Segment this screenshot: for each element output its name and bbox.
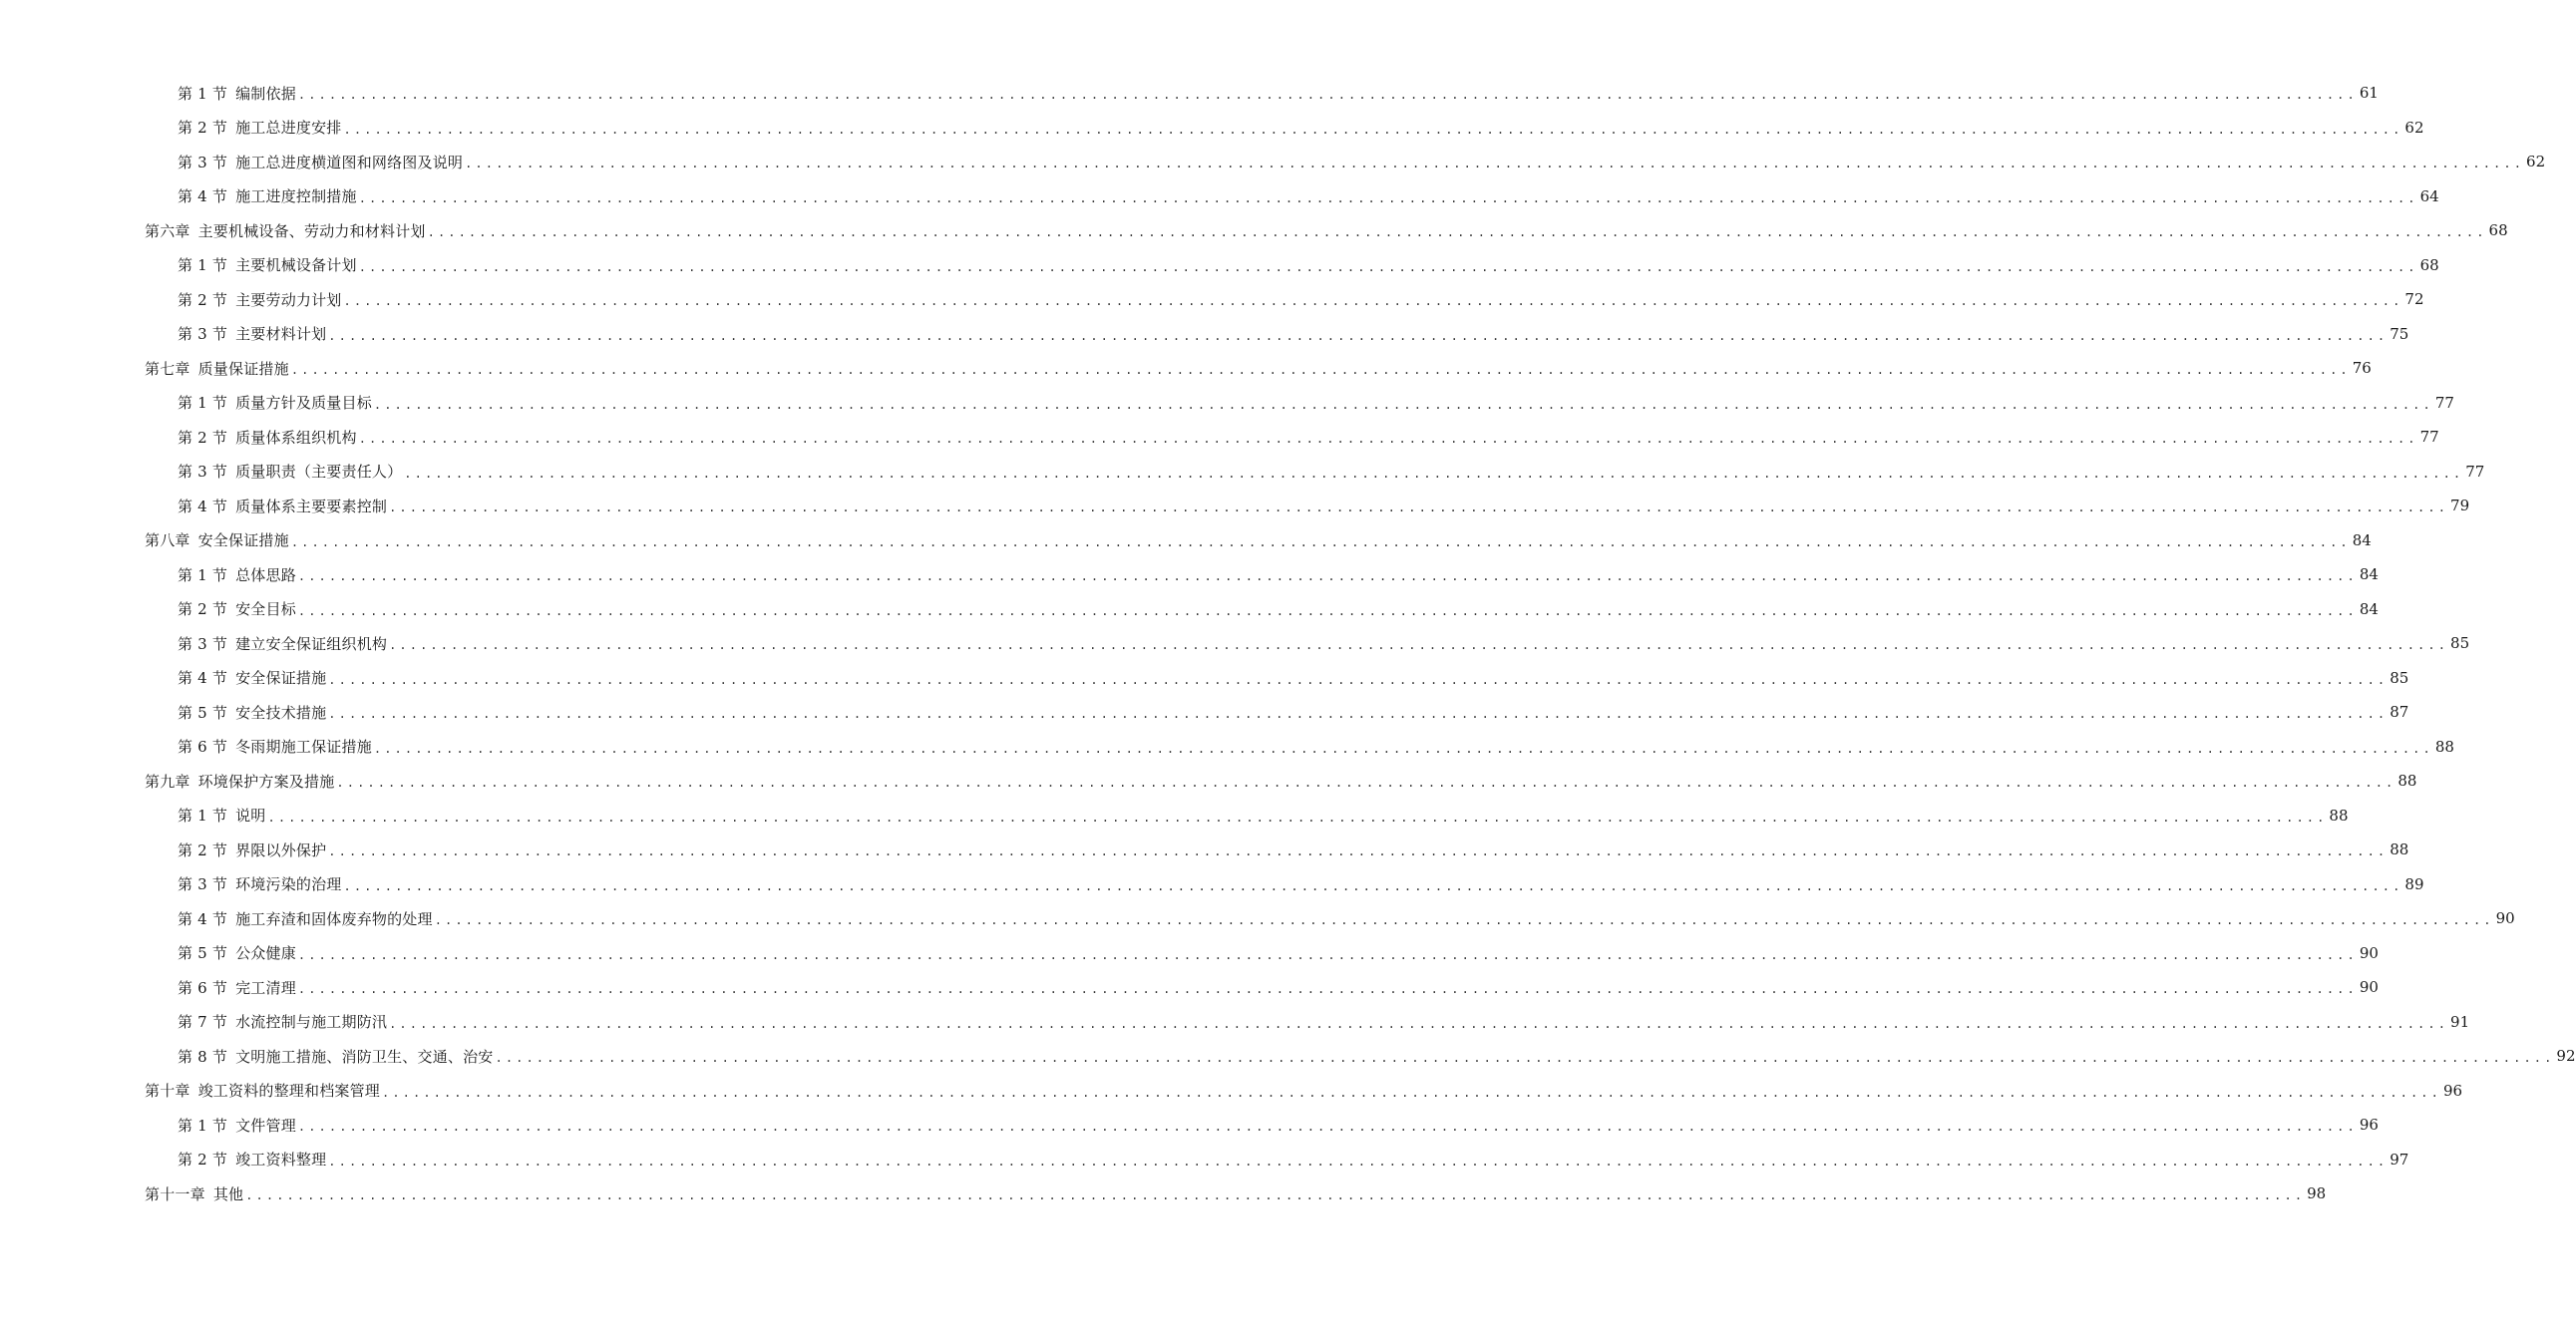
toc-entry-number: 第 1 节 bbox=[178, 565, 228, 584]
toc-entry-title: 主要劳动力计划 bbox=[235, 290, 342, 309]
toc-section-entry[interactable] bbox=[0, 282, 2424, 317]
toc-section-entry[interactable] bbox=[0, 867, 2424, 902]
toc-page-number: 75 bbox=[2390, 324, 2409, 343]
toc-entry-number: 第 4 节 bbox=[178, 909, 228, 928]
toc-dot-leader: ........................................................................................................................................................................................................ bbox=[297, 603, 2358, 618]
toc-entry-title: 安全保证措施 bbox=[197, 531, 289, 550]
toc-entry-heading bbox=[145, 771, 334, 792]
toc-entry-heading bbox=[178, 633, 387, 654]
toc-dot-leader: ........................................................................................................................................................................................................ bbox=[328, 1154, 2389, 1169]
toc-entry-number: 第 7 节 bbox=[178, 1013, 228, 1032]
toc-dot-leader: ........................................................................................................................................................................................................ bbox=[389, 1016, 2449, 1031]
toc-page-number: 85 bbox=[2390, 668, 2409, 687]
toc-entry-title: 主要材料计划 bbox=[235, 325, 327, 344]
toc-section-entry[interactable] bbox=[0, 179, 2439, 214]
toc-entry-heading bbox=[145, 1183, 243, 1204]
toc-dot-leader: ........................................................................................................................................................................................................ bbox=[297, 569, 2358, 584]
toc-section-entry[interactable] bbox=[0, 730, 2454, 765]
toc-section-entry[interactable] bbox=[0, 420, 2439, 455]
toc-page-number: 85 bbox=[2450, 634, 2470, 653]
toc-entry-number: 第 3 节 bbox=[178, 153, 228, 171]
toc-dot-leader: ........................................................................................................................................................................................................ bbox=[495, 1051, 2555, 1066]
toc-page-number: 91 bbox=[2450, 1012, 2470, 1031]
toc-page-number: 84 bbox=[2352, 530, 2372, 549]
toc-entry-heading bbox=[178, 839, 326, 860]
toc-entry-title: 文明施工措施、消防卫生、交通、治安 bbox=[235, 1047, 494, 1066]
toc-entry-heading bbox=[178, 254, 357, 275]
toc-entry-heading bbox=[145, 529, 289, 550]
toc-page-number: 72 bbox=[2404, 290, 2424, 309]
toc-page-number: 76 bbox=[2352, 359, 2372, 378]
toc-page-number: 77 bbox=[2434, 393, 2454, 412]
toc-entry-number: 第十一章 bbox=[145, 1184, 205, 1203]
toc-entry-number: 第 3 节 bbox=[178, 875, 228, 894]
toc-section-entry[interactable] bbox=[0, 76, 2379, 111]
toc-section-entry[interactable] bbox=[0, 1039, 2576, 1074]
toc-entry-heading bbox=[178, 1011, 387, 1032]
toc-chapter-entry[interactable] bbox=[0, 764, 2417, 799]
toc-page-number: 84 bbox=[2359, 599, 2379, 618]
toc-page-number: 64 bbox=[2419, 186, 2439, 205]
toc-page-number: 90 bbox=[2495, 909, 2515, 928]
toc-section-entry[interactable] bbox=[0, 145, 2546, 179]
toc-entry-number: 第 1 节 bbox=[178, 256, 228, 275]
toc-page-number: 89 bbox=[2404, 874, 2424, 893]
toc-entry-title: 质量职责（主要责任人） bbox=[235, 463, 403, 482]
toc-entry-title: 编制依据 bbox=[235, 84, 296, 103]
toc-page-number: 68 bbox=[2419, 255, 2439, 274]
toc-entry-heading bbox=[178, 977, 296, 998]
toc-entry-title: 竣工资料整理 bbox=[235, 1151, 327, 1170]
toc-section-entry[interactable] bbox=[0, 936, 2379, 971]
toc-page-number: 97 bbox=[2390, 1150, 2409, 1169]
toc-entry-number: 第 2 节 bbox=[178, 840, 228, 859]
toc-entry-number: 第 4 节 bbox=[178, 669, 228, 688]
toc-section-entry[interactable] bbox=[0, 695, 2409, 730]
toc-entry-title: 质量保证措施 bbox=[197, 359, 289, 378]
toc-entry-number: 第 3 节 bbox=[178, 325, 228, 344]
toc-entry-title: 冬雨期施工保证措施 bbox=[235, 738, 372, 757]
toc-page-number: 77 bbox=[2419, 428, 2439, 447]
toc-entry-number: 第 2 节 bbox=[178, 1151, 228, 1170]
toc-entry-title: 总体思路 bbox=[235, 565, 296, 584]
toc-chapter-entry[interactable] bbox=[0, 351, 2372, 386]
toc-dot-leader: ........................................................................................................................................................................................................ bbox=[328, 328, 2389, 343]
toc-entry-title: 界限以外保护 bbox=[235, 840, 327, 859]
toc-entry-heading bbox=[178, 1115, 296, 1136]
toc-section-entry[interactable] bbox=[0, 626, 2470, 661]
toc-entry-number: 第 5 节 bbox=[178, 944, 228, 963]
toc-entry-number: 第 3 节 bbox=[178, 463, 228, 482]
toc-dot-leader: ........................................................................................................................................................................................................ bbox=[297, 982, 2358, 997]
toc-dot-leader: ........................................................................................................................................................................................................ bbox=[389, 501, 2449, 515]
toc-dot-leader: ........................................................................................................................................................................................................ bbox=[297, 1120, 2358, 1135]
toc-entry-number: 第 2 节 bbox=[178, 428, 228, 447]
toc-entry-heading bbox=[178, 805, 266, 826]
toc-entry-heading bbox=[145, 358, 289, 379]
toc-dot-leader: ........................................................................................................................................................................................................ bbox=[245, 1188, 2306, 1203]
toc-entry-title: 公众健康 bbox=[235, 944, 296, 963]
toc-page-number: 68 bbox=[2488, 221, 2508, 240]
toc-dot-leader: ........................................................................................................................................................................................................ bbox=[358, 259, 2418, 274]
toc-page-number: 62 bbox=[2526, 153, 2546, 171]
toc-page-number: 88 bbox=[2397, 772, 2417, 791]
toc-dot-leader: ........................................................................................................................................................................................................ bbox=[297, 947, 2358, 962]
toc-entry-heading bbox=[178, 942, 296, 963]
toc-dot-leader: ........................................................................................................................................................................................................ bbox=[382, 1085, 2441, 1100]
toc-entry-title: 竣工资料的整理和档案管理 bbox=[197, 1082, 381, 1101]
toc-entry-heading bbox=[178, 117, 342, 138]
toc-entry-heading bbox=[178, 323, 326, 344]
toc-section-entry[interactable] bbox=[0, 592, 2379, 627]
toc-dot-leader: ........................................................................................................................................................................................................ bbox=[328, 844, 2389, 859]
toc-entry-number: 第 2 节 bbox=[178, 600, 228, 619]
toc-entry-number: 第 5 节 bbox=[178, 703, 228, 722]
toc-entry-heading bbox=[178, 1149, 326, 1170]
toc-page-number: 96 bbox=[2442, 1081, 2463, 1100]
toc-dot-leader: ........................................................................................................................................................................................................ bbox=[343, 294, 2403, 309]
toc-section-entry[interactable] bbox=[0, 111, 2424, 146]
toc-entry-heading bbox=[178, 496, 387, 516]
toc-entry-heading bbox=[178, 185, 357, 206]
toc-dot-leader: ........................................................................................................................................................................................................ bbox=[373, 397, 2433, 412]
toc-entry-title: 建立安全保证组织机构 bbox=[235, 634, 388, 653]
toc-entry-title: 说明 bbox=[235, 807, 266, 826]
toc-entry-title: 完工清理 bbox=[235, 978, 296, 997]
toc-dot-leader: ........................................................................................................................................................................................................ bbox=[328, 672, 2389, 687]
toc-section-entry[interactable] bbox=[0, 970, 2379, 1005]
toc-dot-leader: ........................................................................................................................................................................................................ bbox=[343, 878, 2403, 893]
toc-entry-number: 第 1 节 bbox=[178, 807, 228, 826]
toc-page-number: 87 bbox=[2390, 703, 2409, 722]
toc-page-number: 88 bbox=[2329, 806, 2349, 825]
toc-dot-leader: ........................................................................................................................................................................................................ bbox=[404, 466, 2464, 481]
toc-page-number: 61 bbox=[2359, 84, 2379, 103]
toc-page-number: 77 bbox=[2465, 462, 2485, 481]
toc-page-number: 84 bbox=[2359, 565, 2379, 584]
toc-dot-leader: ........................................................................................................................................................................................................ bbox=[427, 225, 2487, 240]
toc-entry-number: 第 2 节 bbox=[178, 290, 228, 309]
toc-entry-number: 第 1 节 bbox=[178, 394, 228, 413]
toc-entry-heading bbox=[178, 908, 433, 929]
toc-dot-leader: ........................................................................................................................................................................................................ bbox=[290, 363, 2351, 378]
toc-entry-heading bbox=[178, 873, 342, 894]
toc-section-entry[interactable] bbox=[0, 455, 2485, 490]
toc-entry-number: 第 2 节 bbox=[178, 119, 228, 138]
toc-entry-title: 质量体系组织机构 bbox=[235, 428, 357, 447]
toc-entry-number: 第 4 节 bbox=[178, 187, 228, 206]
toc-section-entry[interactable] bbox=[0, 248, 2439, 283]
toc-section-entry[interactable] bbox=[0, 489, 2470, 523]
toc-entry-heading bbox=[178, 152, 463, 172]
toc-page-number: 88 bbox=[2390, 840, 2409, 859]
toc-section-entry[interactable] bbox=[0, 557, 2379, 592]
toc-entry-number: 第 8 节 bbox=[178, 1047, 228, 1066]
toc-page-number: 90 bbox=[2359, 978, 2379, 997]
toc-dot-leader: ........................................................................................................................................................................................................ bbox=[358, 432, 2418, 447]
toc-dot-leader: ........................................................................................................................................................................................................ bbox=[328, 707, 2389, 722]
table-of-contents bbox=[0, 76, 2576, 1211]
toc-entry-title: 安全保证措施 bbox=[235, 669, 327, 688]
toc-entry-heading bbox=[178, 1046, 494, 1067]
toc-dot-leader: ........................................................................................................................................................................................................ bbox=[434, 913, 2494, 928]
toc-entry-title: 施工进度控制措施 bbox=[235, 187, 357, 206]
toc-page-number: 88 bbox=[2434, 737, 2454, 756]
toc-section-entry[interactable] bbox=[0, 386, 2454, 421]
toc-entry-heading bbox=[178, 598, 296, 619]
toc-entry-number: 第 4 节 bbox=[178, 497, 228, 515]
toc-entry-title: 施工总进度安排 bbox=[235, 119, 342, 138]
toc-entry-title: 主要机械设备、劳动力和材料计划 bbox=[197, 221, 426, 240]
toc-dot-leader: ........................................................................................................................................................................................................ bbox=[336, 776, 2396, 791]
toc-entry-heading bbox=[178, 564, 296, 585]
toc-entry-title: 文件管理 bbox=[235, 1116, 296, 1135]
toc-section-entry[interactable] bbox=[0, 1108, 2379, 1143]
toc-page-number: 79 bbox=[2450, 497, 2470, 515]
toc-entry-number: 第十章 bbox=[145, 1082, 190, 1101]
toc-entry-title: 水流控制与施工期防汛 bbox=[235, 1013, 388, 1032]
toc-page-number: 96 bbox=[2359, 1116, 2379, 1135]
toc-entry-title: 环境污染的治理 bbox=[235, 875, 342, 894]
toc-entry-heading bbox=[178, 427, 357, 448]
toc-entry-heading bbox=[178, 702, 326, 723]
toc-entry-number: 第 1 节 bbox=[178, 1116, 228, 1135]
toc-section-entry[interactable] bbox=[0, 1005, 2470, 1040]
toc-entry-number: 第 6 节 bbox=[178, 978, 228, 997]
toc-entry-title: 安全技术措施 bbox=[235, 703, 327, 722]
toc-entry-heading bbox=[178, 736, 372, 757]
toc-entry-heading bbox=[178, 392, 372, 413]
toc-dot-leader: ........................................................................................................................................................................................................ bbox=[267, 810, 2328, 825]
toc-section-entry[interactable] bbox=[0, 833, 2409, 867]
toc-chapter-entry[interactable] bbox=[0, 1074, 2463, 1109]
toc-entry-title: 其他 bbox=[212, 1184, 244, 1203]
toc-chapter-entry[interactable] bbox=[0, 213, 2508, 248]
toc-page-number: 98 bbox=[2307, 1184, 2327, 1203]
toc-entry-heading bbox=[178, 289, 342, 310]
toc-entry-number: 第九章 bbox=[145, 772, 190, 791]
toc-section-entry[interactable] bbox=[0, 661, 2409, 696]
toc-entry-title: 质量方针及质量目标 bbox=[235, 394, 372, 413]
toc-chapter-entry[interactable] bbox=[0, 523, 2372, 558]
toc-entry-number: 第 1 节 bbox=[178, 84, 228, 103]
toc-entry-title: 安全目标 bbox=[235, 600, 296, 619]
toc-dot-leader: ........................................................................................................................................................................................................ bbox=[358, 190, 2418, 205]
toc-dot-leader: ........................................................................................................................................................................................................ bbox=[389, 638, 2449, 653]
toc-dot-leader: ........................................................................................................................................................................................................ bbox=[465, 157, 2525, 171]
toc-entry-heading bbox=[145, 1080, 380, 1101]
toc-entry-title: 施工弃渣和固体废弃物的处理 bbox=[235, 909, 433, 928]
toc-section-entry[interactable] bbox=[0, 1143, 2409, 1177]
toc-chapter-entry[interactable] bbox=[0, 1176, 2327, 1211]
toc-dot-leader: ........................................................................................................................................................................................................ bbox=[343, 122, 2403, 137]
toc-entry-number: 第六章 bbox=[145, 221, 190, 240]
toc-entry-title: 主要机械设备计划 bbox=[235, 256, 357, 275]
toc-entry-heading bbox=[178, 83, 296, 104]
toc-entry-title: 施工总进度横道图和网络图及说明 bbox=[235, 153, 464, 171]
toc-entry-heading bbox=[145, 220, 426, 241]
toc-entry-heading bbox=[178, 667, 326, 688]
toc-entry-number: 第 3 节 bbox=[178, 634, 228, 653]
toc-entry-number: 第 6 节 bbox=[178, 738, 228, 757]
toc-dot-leader: ........................................................................................................................................................................................................ bbox=[297, 88, 2358, 103]
toc-entry-title: 环境保护方案及措施 bbox=[197, 772, 335, 791]
toc-entry-number: 第八章 bbox=[145, 531, 190, 550]
toc-dot-leader: ........................................................................................................................................................................................................ bbox=[290, 534, 2351, 549]
toc-entry-title: 质量体系主要要素控制 bbox=[235, 497, 388, 515]
toc-entry-heading bbox=[178, 461, 402, 482]
toc-section-entry[interactable] bbox=[0, 317, 2409, 352]
toc-page-number: 92 bbox=[2556, 1047, 2576, 1066]
toc-page-number: 62 bbox=[2404, 118, 2424, 137]
toc-section-entry[interactable] bbox=[0, 799, 2349, 834]
toc-dot-leader: ........................................................................................................................................................................................................ bbox=[373, 741, 2433, 756]
toc-entry-number: 第七章 bbox=[145, 359, 190, 378]
toc-section-entry[interactable] bbox=[0, 901, 2515, 936]
toc-page-number: 90 bbox=[2359, 943, 2379, 962]
